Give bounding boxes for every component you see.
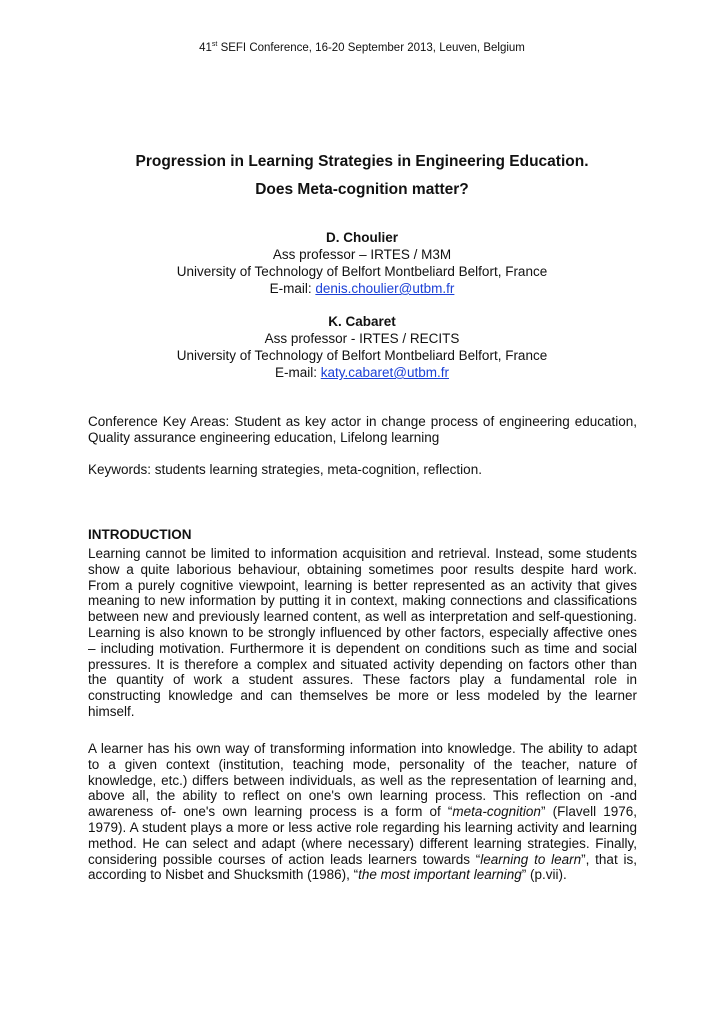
paragraph-text: ” (p.vii). — [521, 867, 567, 883]
email-label: E-mail: — [274, 365, 321, 380]
paragraph-text: A learner has his own way of transforming information into knowledge. The ability to adapt to a given context (institution, teaching mode, personality of the teacher, nature of knowledge, etc.) differs between individuals, as well as the representation of learning and, above all, the ability to reflect on one's own learning process. This reflection on -and awareness of- one's own learning process is a form of “ — [88, 741, 637, 820]
author-block-2 — [60, 313, 664, 381]
keywords: Keywords: students learning strategies, meta-cognition, reflection. — [88, 462, 482, 477]
emphasis-most-important-learning: the most important learning — [358, 867, 522, 883]
email-label: E-mail: — [269, 281, 316, 296]
header-superscript: st — [211, 41, 218, 49]
introduction-paragraph-1: Learning cannot be limited to information acquisition and retrieval. Instead, some students show a quite laborious behaviour, obtaining sometimes poor results despite hard work. From a purely cognitive viewpoint, learning is better represented as an activity that gives meaning to new information by putting it in context, making connections and classifications between new and previously learned content, as well as interpretation and self-questioning. Learning is also known to be strongly influenced by other factors, especially affective ones – including motivation. Furthermore it is dependent on conditions such as time and social pressures. It is therefore a complex and situated activity depending on factors other than the quantity of work a student assures. These factors play a fundamental role in constructing knowledge and can themselves be more or less modeled by the learner himself. — [88, 546, 637, 719]
paragraph-text: ” (Flavell 1976, 1979). A student plays a more or less active role regarding his learning activity and learning method. He can select and adapt (where necessary) different learning strategies. Finally, considering possible courses of action leads learners towards “ — [88, 804, 637, 867]
paper-title — [60, 148, 664, 204]
section-heading-introduction: INTRODUCTION — [88, 527, 192, 542]
author-email-line — [60, 280, 664, 297]
emphasis-meta-cognition: meta-cognition — [452, 804, 541, 820]
conference-header — [0, 42, 724, 54]
author-affiliation: University of Technology of Belfort Montbeliard Belfort, France — [176, 348, 548, 363]
paragraph-text: ”, that is, according to Nisbet and Shucksmith (1986), “ — [88, 851, 637, 883]
introduction-paragraph-2 — [88, 741, 637, 883]
author-role: Ass professor - IRTES / RECITS — [264, 331, 460, 346]
author-name: D. Choulier — [325, 230, 398, 245]
emphasis-learning-to-learn: learning to learn — [480, 851, 582, 867]
conference-key-areas: Conference Key Areas: Student as key actor in change process of engineering education, Quality assurance engineering education, Lifelong learning — [88, 414, 637, 445]
author-block-1 — [60, 229, 664, 297]
title-line-1: Progression in Learning Strategies in Engineering Education. — [135, 153, 589, 170]
header-text: SEFI Conference, 16-20 September 2013, Leuven, Belgium — [217, 42, 525, 54]
author-email-link[interactable]: denis.choulier@utbm.fr — [315, 281, 455, 296]
author-email-link[interactable]: katy.cabaret@utbm.fr — [320, 365, 449, 380]
title-line-2: Does Meta-cognition matter? — [255, 181, 469, 198]
header-ordinal: 41 — [199, 42, 212, 54]
author-role: Ass professor – IRTES / M3M — [272, 247, 452, 262]
author-email-line — [60, 364, 664, 381]
author-affiliation: University of Technology of Belfort Montbeliard Belfort, France — [176, 264, 548, 279]
author-name: K. Cabaret — [328, 314, 396, 329]
